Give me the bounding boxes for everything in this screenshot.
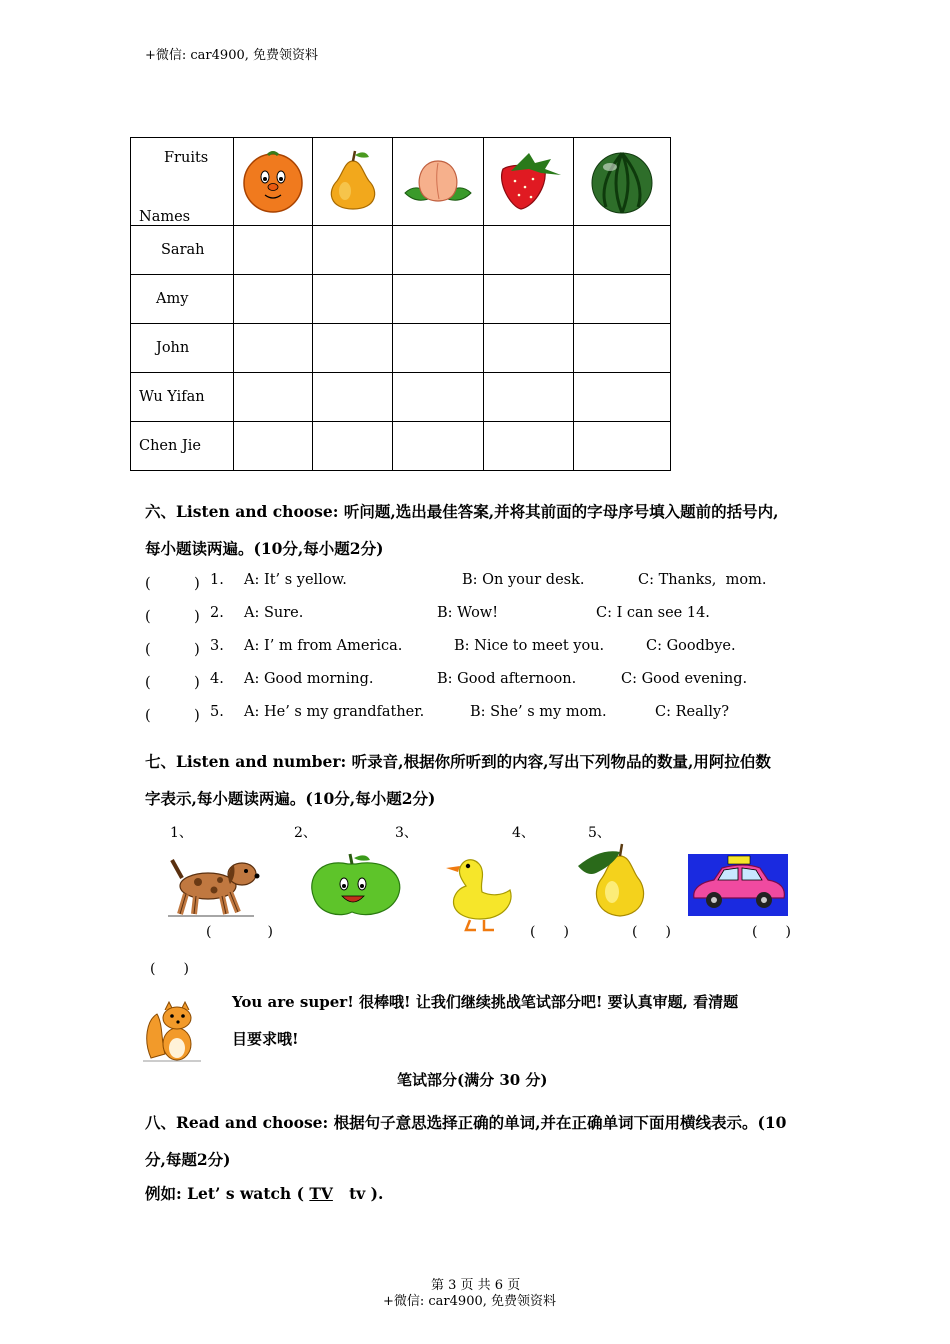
answer-paren[interactable]: ( ) — [145, 675, 200, 691]
peach-icon — [397, 147, 479, 213]
answer-cell[interactable] — [574, 324, 671, 373]
item-number: 5、 — [588, 825, 611, 841]
answer-paren[interactable]: ( ) — [145, 576, 200, 592]
option-b: B: On your desk. — [462, 572, 585, 588]
fruits-label: Fruits — [164, 150, 209, 166]
answer-cell[interactable] — [393, 422, 484, 471]
option-a: A: Sure. — [244, 605, 304, 621]
dog-icon — [168, 852, 262, 918]
name-cell: Wu Yifan — [131, 373, 234, 422]
orange-cell — [234, 138, 313, 226]
example-prefix: 例如: Let’ s watch ( — [145, 1184, 310, 1203]
section6-title-line1: 六、Listen and choose: 听问题,选出最佳答案,并将其前面的字母序号填入题前的括号内, — [145, 502, 779, 521]
answer-cell[interactable] — [313, 373, 393, 422]
encourage-line1: You are super! 很棒哦! 让我们继续挑战笔试部分吧! 要认真审题, 看清题 — [232, 993, 739, 1011]
answer-cell[interactable] — [393, 226, 484, 275]
option-a: A: I’ m from America. — [244, 638, 403, 654]
count-paren[interactable]: ( ) — [632, 924, 671, 940]
item-number: 1、 — [170, 825, 193, 841]
option-b: B: She’ s my mom. — [470, 704, 607, 720]
option-c: C: Good evening. — [621, 671, 748, 687]
answer-cell[interactable] — [313, 275, 393, 324]
strawberry-icon — [489, 147, 569, 213]
example-correct-word: TV — [309, 1184, 333, 1203]
answer-cell[interactable] — [313, 226, 393, 275]
written-part-title: 笔试部分(满分 30 分) — [397, 1071, 548, 1089]
fruit-table — [130, 137, 671, 471]
item-number: 4、 — [512, 825, 535, 841]
name-cell: Chen Jie — [131, 422, 234, 471]
answer-cell[interactable] — [484, 422, 574, 471]
pear-icon — [317, 147, 389, 213]
answer-cell[interactable] — [574, 226, 671, 275]
item-number: 3、 — [395, 825, 418, 841]
question-number: 2. — [210, 605, 224, 621]
option-b: B: Good afternoon. — [437, 671, 577, 687]
section7-title-line1: 七、Listen and number: 听录音,根据你所听到的内容,写出下列物品的数量,用阿拉伯数 — [145, 752, 771, 771]
duck-icon — [440, 852, 516, 932]
option-a: A: It’ s yellow. — [244, 572, 347, 588]
count-paren[interactable]: ( ) — [150, 961, 189, 977]
answer-paren[interactable]: ( ) — [145, 708, 200, 724]
peach-cell — [393, 138, 484, 226]
strawberry-cell — [484, 138, 574, 226]
count-paren[interactable]: ( ) — [752, 924, 791, 940]
option-c: C: Goodbye. — [646, 638, 736, 654]
name-cell: Amy — [131, 275, 234, 324]
table-header-cell — [131, 138, 234, 226]
answer-cell[interactable] — [393, 373, 484, 422]
answer-paren[interactable]: ( ) — [145, 609, 200, 625]
example-wrong-word: tv — [349, 1184, 366, 1203]
answer-cell[interactable] — [574, 373, 671, 422]
section8-title-line1: 八、Read and choose: 根据句子意思选择正确的单词,并在正确单词下面用横线表示。(10 — [145, 1113, 787, 1132]
encourage-line2: 目要求哦! — [232, 1030, 299, 1048]
answer-cell[interactable] — [484, 226, 574, 275]
question-number: 1. — [210, 572, 224, 588]
orange-icon — [238, 147, 308, 213]
names-label: Names — [139, 209, 191, 225]
option-c: C: Thanks, mom. — [638, 572, 767, 588]
answer-cell[interactable] — [234, 373, 313, 422]
answer-cell[interactable] — [574, 275, 671, 324]
name-cell: Sarah — [131, 226, 234, 275]
example-suffix: ). — [365, 1184, 384, 1203]
option-b: B: Wow! — [437, 605, 499, 621]
pear-cell — [313, 138, 393, 226]
answer-cell[interactable] — [393, 275, 484, 324]
answer-cell[interactable] — [484, 275, 574, 324]
question-number: 3. — [210, 638, 224, 654]
option-b: B: Nice to meet you. — [454, 638, 605, 654]
answer-paren[interactable]: ( ) — [145, 642, 200, 658]
section6-title-line2: 每小题读两遍。(10分,每小题2分) — [145, 539, 384, 558]
answer-cell[interactable] — [234, 226, 313, 275]
item-number: 2、 — [294, 825, 317, 841]
name-cell: John — [131, 324, 234, 373]
option-c: C: Really? — [655, 704, 729, 720]
option-a: A: He’ s my grandfather. — [244, 704, 425, 720]
answer-cell[interactable] — [234, 422, 313, 471]
car-icon — [688, 854, 788, 916]
footer-watermark: +微信: car4900, 免费领资料 — [383, 1294, 556, 1309]
answer-cell[interactable] — [313, 422, 393, 471]
answer-cell[interactable] — [574, 422, 671, 471]
apple-icon — [300, 852, 410, 920]
option-a: A: Good morning. — [244, 671, 374, 687]
pear-icon — [574, 842, 658, 920]
section8-title-line2: 分,每题2分) — [145, 1150, 231, 1169]
watermelon-icon — [586, 145, 658, 215]
page-number: 第 3 页 共 6 页 — [431, 1278, 521, 1293]
answer-cell[interactable] — [393, 324, 484, 373]
section7-title-line2: 字表示,每小题读两遍。(10分,每小题2分) — [145, 789, 436, 808]
answer-cell[interactable] — [234, 275, 313, 324]
watermelon-cell — [574, 138, 671, 226]
count-paren[interactable]: ( ) — [206, 924, 273, 940]
example-sentence — [145, 1182, 383, 1204]
answer-cell[interactable] — [484, 324, 574, 373]
answer-cell[interactable] — [484, 373, 574, 422]
question-number: 5. — [210, 704, 224, 720]
question-number: 4. — [210, 671, 224, 687]
header-watermark: +微信: car4900, 免费领资料 — [145, 48, 318, 63]
answer-cell[interactable] — [313, 324, 393, 373]
count-paren[interactable]: ( ) — [530, 924, 569, 940]
answer-cell[interactable] — [234, 324, 313, 373]
fox-icon — [143, 1000, 203, 1062]
option-c: C: I can see 14. — [596, 605, 710, 621]
